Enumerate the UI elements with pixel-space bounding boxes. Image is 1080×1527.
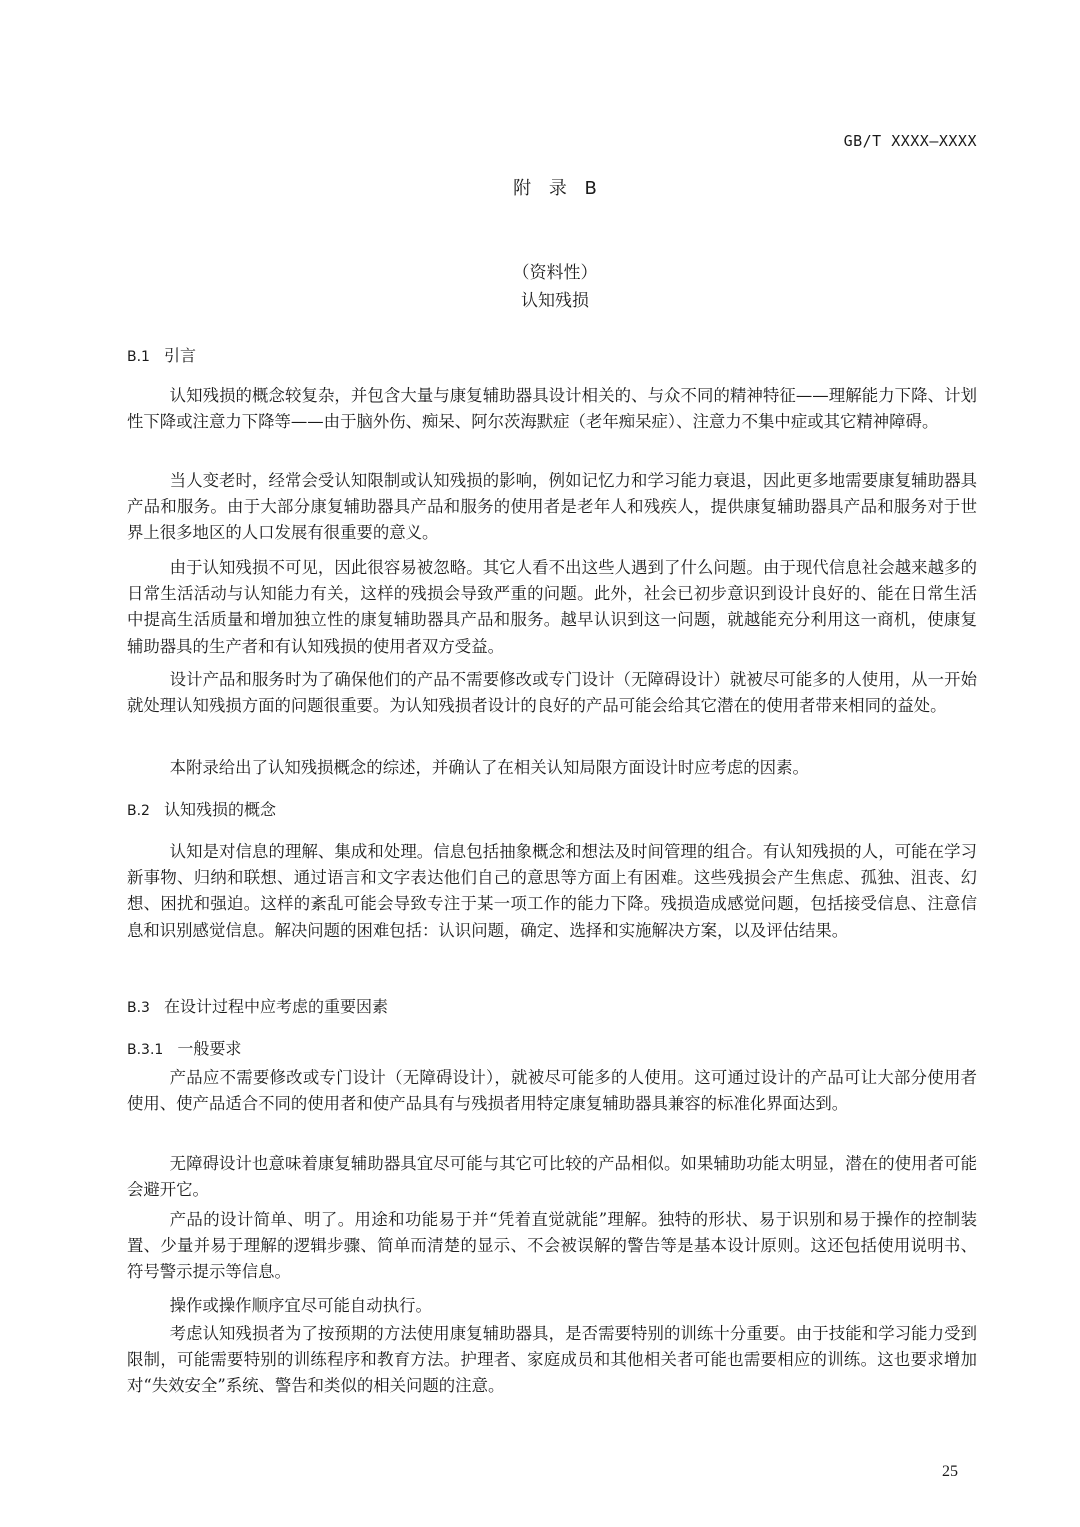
section-heading-b1 <box>127 345 196 368</box>
section-title: 在设计过程中应考虑的重要因素 <box>163 997 388 1016</box>
page-number: 25 <box>942 1463 958 1480</box>
paragraph: 本附录给出了认知残损概念的综述，并确认了在相关认知局限方面设计时应考虑的因素。 <box>169 758 809 777</box>
section-heading-b2 <box>127 799 276 822</box>
section-title: 认知残损的概念 <box>163 800 276 819</box>
appendix-title: 附 录 B <box>513 178 597 199</box>
paragraph: 当人变老时，经常会受认知限制或认知残损的影响，例如记忆力和学习能力衰退，因此更多地需要康复辅助器具产品和服务。由于大部分康复辅助器具产品和服务的使用者是老年人和残疾人，提供康复辅助器具产品和服务对于世界上很多地区的人口发展有很重要的意义。 <box>127 471 977 543</box>
paragraph: 认知是对信息的理解、集成和处理。信息包括抽象概念和想法及时间管理的组合。有认知残损的人，可能在学习新事物、归纳和联想、通过语言和文字表达他们自己的意思等方面上有困难。这些残损会产生焦虑、孤独、沮丧、幻想、困扰和强迫。这样的紊乱可能会导致专注于某一项工作的能力下降。残损造成感觉问题，包括接受信息、注意信息和识别感觉信息。解决问题的困难包括：认识问题，确定、选择和实施解决方案，以及评估结果。 <box>127 842 977 940</box>
section-number: B.2 <box>127 803 150 819</box>
appendix-name: 认知残损 <box>521 291 589 311</box>
paragraph: 产品的设计简单、明了。用途和功能易于并“凭着直觉就能”理解。独特的形状、易于识别和易于操作的控制装置、少量并易于理解的逻辑步骤、简单而清楚的显示、不会被误解的警告等是基本设计原则。这还包括使用说明书、符号警示提示等信息。 <box>127 1210 977 1282</box>
section-heading-b31 <box>127 1038 241 1061</box>
section-number: B.3.1 <box>127 1042 164 1058</box>
paragraph: 无障碍设计也意味着康复辅助器具宜尽可能与其它可比较的产品相似。如果辅助功能太明显，潜在的使用者可能会避开它。 <box>127 1154 977 1200</box>
paragraph: 考虑认知残损者为了按预期的方法使用康复辅助器具，是否需要特别的训练十分重要。由于技能和学习能力受到限制，可能需要特别的训练程序和教育方法。护理者、家庭成员和其他相关者可能也需要相应的训练。这也要求增加对“失效安全”系统、警告和类似的相关问题的注意。 <box>127 1324 977 1396</box>
section-title: 一般要求 <box>177 1039 242 1058</box>
paragraph: 认知残损的概念较复杂，并包含大量与康复辅助器具设计相关的、与众不同的精神特征——理解能力下降、计划性下降或注意力下降等——由于脑外伤、痴呆、阿尔茨海默症（老年痴呆症）、注意力不集中症或其它精神障碍。 <box>127 386 977 432</box>
section-number: B.1 <box>127 349 150 365</box>
paragraph: 设计产品和服务时为了确保他们的产品不需要修改或专门设计（无障碍设计）就被尽可能多的人使用，从一开始就处理认知残损方面的问题很重要。为认知残损者设计的良好的产品可能会给其它潜在的使用者带来相同的益处。 <box>127 670 977 716</box>
appendix-nature: （资料性） <box>512 263 598 283</box>
section-heading-b3 <box>127 996 388 1019</box>
paragraph: 操作或操作顺序宜尽可能自动执行。 <box>169 1296 432 1315</box>
paragraph: 产品应不需要修改或专门设计（无障碍设计），就被尽可能多的人使用。这可通过设计的产品可让大部分使用者使用、使产品适合不同的使用者和使产品具有与残损者用特定康复辅助器具兼容的标准化界面达到。 <box>127 1068 977 1114</box>
paragraph: 由于认知残损不可见，因此很容易被忽略。其它人看不出这些人遇到了什么问题。由于现代信息社会越来越多的日常生活活动与认知能力有关，这样的残损会导致严重的问题。此外，社会已初步意识到设计良好的、能在日常生活中提高生活质量和增加独立性的康复辅助器具产品和服务。越早认识到这一问题，就越能充分利用这一商机，使康复辅助器具的生产者和有认知残损的使用者双方受益。 <box>127 558 977 656</box>
standard-number: GB/T XXXX—XXXX <box>843 132 977 150</box>
section-number: B.3 <box>127 1000 150 1016</box>
section-title: 引言 <box>163 346 196 365</box>
